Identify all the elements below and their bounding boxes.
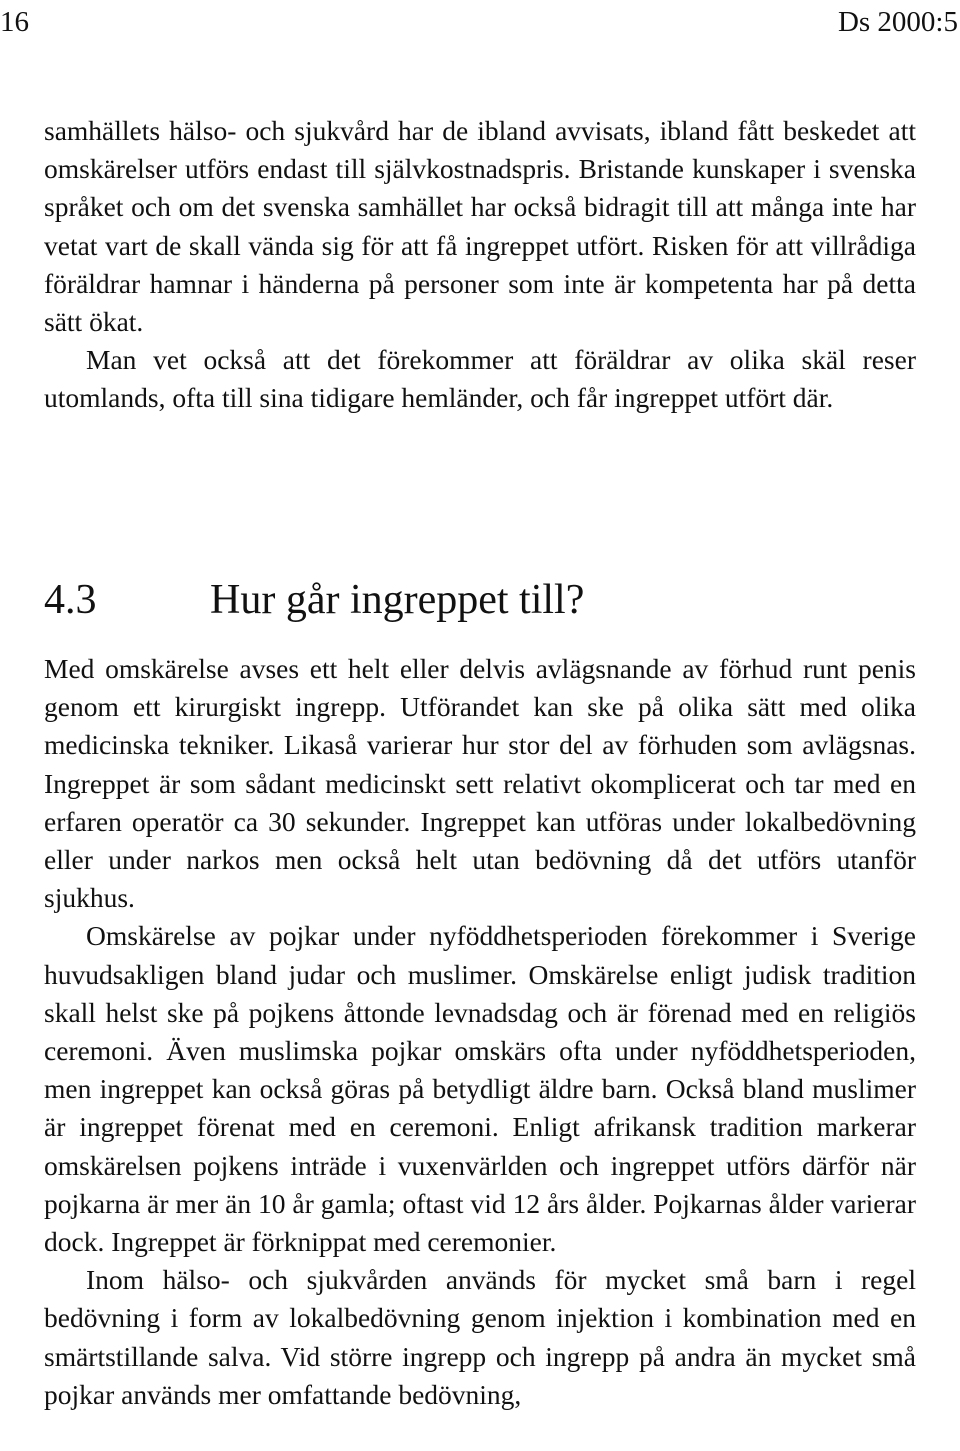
paragraph: Med omskärelse avses ett helt eller delvis avlägsnande av förhud runt penis genom ett kirurgiskt ingrepp. Utförandet kan ske på olika sätt med olika medicinska tekniker. Likaså varierar hur stor del av förhuden som avlägsnas. Ingreppet är som sådant medicinskt sett relativt okomplicerat och tar med en erfaren operatör ca 30 sekunder. Ingreppet kan utföras under lokalbedövning eller under narkos men också helt utan bedövning då det utförs utanför sjukhus. — [44, 653, 916, 914]
body-text-after-heading — [44, 650, 916, 1414]
paragraph: samhällets hälso- och sjukvård har de ibland avvisats, ibland fått beskedet att omskärelser utförs endast till självkostnadspris. Bristande kunskaper i svenska språket och om det svenska samhället har också bidragit till att många inte har vetat vart de skall vända sig för att få ingreppet utfört. Risken för att villrådiga föräldrar hamnar i händerna på personer som inte är kompetenta har på detta sätt ökat. — [44, 115, 916, 338]
page-number: 16 — [0, 6, 29, 38]
paragraph: Inom hälso- och sjukvården används för mycket små barn i regel bedövning i form av lokalbedövning genom injektion i kombination med en smärtstillande salva. Vid större ingrepp och ingrepp på andra än mycket små pojkar används mer omfattande bedövning, — [44, 1264, 916, 1410]
body-text-before-heading — [44, 112, 916, 418]
section-number: 4.3 — [44, 577, 97, 623]
section-heading — [44, 574, 916, 626]
section-title: Hur går ingreppet till? — [210, 577, 585, 623]
paragraph: Man vet också att det förekommer att föräldrar av olika skäl reser utomlands, ofta till sina tidigare hemländer, och får ingreppet utfört där. — [44, 344, 916, 414]
page-header — [0, 2, 960, 42]
document-id: Ds 2000:5 — [837, 6, 958, 38]
paragraph: Omskärelse av pojkar under nyföddhetsperioden förekommer i Sverige huvudsakligen bland judar och muslimer. Omskärelse enligt judisk tradition skall helst ske på pojkens åttonde levnadsdag och är förenad med en religiös ceremoni. Även muslimska pojkar omskärs ofta under nyföddhetsperioden, men ingreppet kan också göras på betydligt äldre barn. Också bland muslimer är ingreppet förenat med en ceremoni. Enligt afrikansk tradition markerar omskärelsen pojkens inträde i vuxenvärlden och ingreppet utförs därför när pojkarna är mer än 10 år gamla; oftast vid 12 års ålder. Pojkarnas ålder varierar dock. Ingreppet är förknippat med ceremonier. — [44, 920, 916, 1258]
